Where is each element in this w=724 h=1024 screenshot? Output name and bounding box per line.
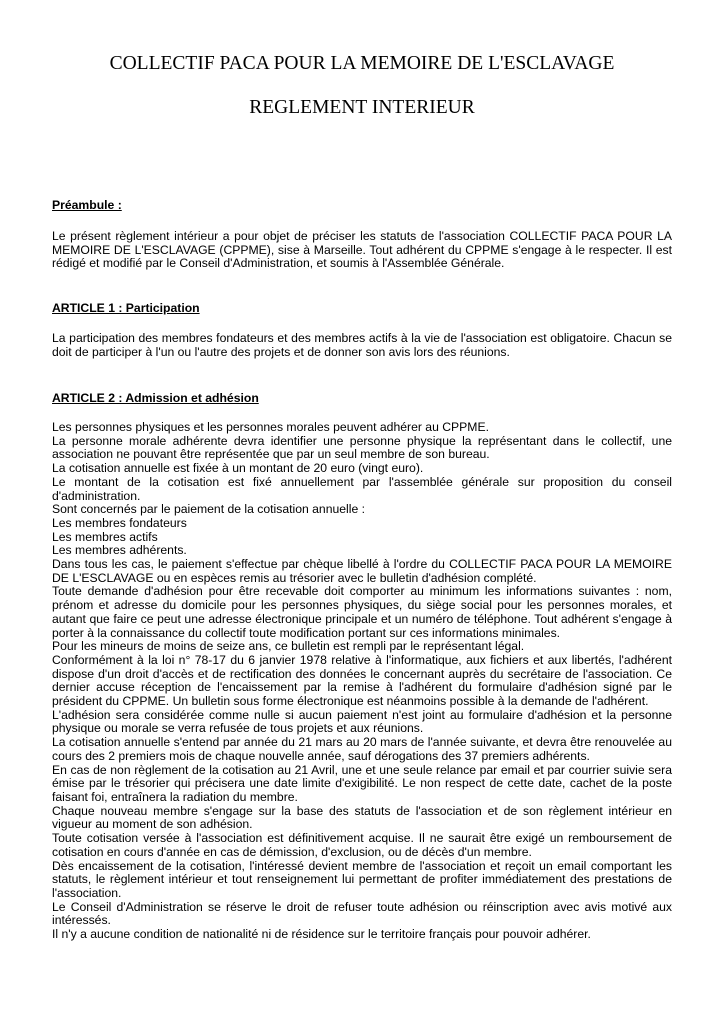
article-2-paragraph: Dans tous les cas, le paiement s'effectue par chèque libellé à l'ordre du COLLECTIF PACA POUR LA MEMOIRE DE L'ESCLAVAGE ou en espèces remis au trésorier avec le bulletin d'adhésion complété. xyxy=(52,557,672,585)
article-2-paragraph: La cotisation annuelle s'entend par année du 21 mars au 20 mars de l'année suivante, et devra être renouvelée au cours des 2 premiers mois de chaque nouvelle année, sauf dérogations des 37 premiers adhérents. xyxy=(52,735,672,763)
article-2-paragraph: En cas de non règlement de la cotisation au 21 Avril, une et une seule relance par email et par courrier suivie sera émise par le trésorier qui précisera une date limite d'exigibilité. Le non respect de cette date, cachet de la poste faisant foi, entraînera la radiation du membre. xyxy=(52,762,672,804)
document-title: COLLECTIF PACA POUR LA MEMOIRE DE L'ESCLAVAGE xyxy=(109,53,615,74)
article-2-paragraph: Toute cotisation versée à l'association est définitivement acquise. Il ne saurait être exigé un remboursement de cotisation en cours d'année en cas de démission, d'exclusion, ou de décès d'un membre. xyxy=(52,831,672,859)
preamble-heading: Préambule : xyxy=(52,198,122,212)
article-2-paragraph: La personne morale adhérente devra identifier une personne physique la représentant dans le collectif, une association ne pouvant être représentée que par un seul membre de son bureau. xyxy=(52,433,672,462)
article-2-paragraph: Pour les mineurs de moins de seize ans, ce bulletin est rempli par le représentant légal. xyxy=(52,639,525,654)
article-2-paragraph: Le Conseil d'Administration se réserve le droit de refuser toute adhésion ou réinscription avec avis motivé aux intéressés. xyxy=(52,899,672,928)
article-2-heading: ARTICLE 2 : Admission et adhésion xyxy=(52,391,259,405)
article-2-paragraph: Conformément à la loi n° 78-17 du 6 janvier 1978 relative à l'informatique, aux fichiers et aux libertés, l'adhérent dispose d'un droit d'accès et de rectification des données le concernant auprès du secrétaire de l'association. Ce dernier accuse réception de l'encaissement par la remise à l'adhérent du formulaire d'adhésion signé par le président du CPPME. Un bulletin sous forme électronique est néanmoins possible à la demande de l'adhérent. xyxy=(52,652,672,709)
article-1-text: La participation des membres fondateurs et des membres actifs à la vie de l'association est obligatoire. Chacun se doit de participer à l'un ou l'autre des projets et de donner son avis lors des réunions. xyxy=(52,331,672,359)
article-2-paragraph: Les membres adhérents. xyxy=(52,543,187,558)
article-2-paragraph: Le montant de la cotisation est fixé annuellement par l'assemblée générale sur proposition du conseil d'administration. xyxy=(52,474,672,503)
article-2-paragraph: Dès encaissement de la cotisation, l'intéressé devient membre de l'association et reçoit un email comportant les statuts, le règlement intérieur et tout renseignement lui permettant de profiter immédiatement des prestations de l'association. xyxy=(52,858,672,900)
article-2-paragraph: Les personnes physiques et les personnes morales peuvent adhérer au CPPME. xyxy=(52,420,489,434)
article-2-paragraph: Les membres actifs xyxy=(52,529,158,544)
article-2-paragraph: Toute demande d'adhésion pour être recevable doit comporter au minimum les informations suivantes : nom, prénom et adresse du domicile pour les personnes physiques, du siège social pour les personnes morales, et autant que faire ce peut une adresse électronique principale et un numéro de téléphone. Tout adhérent s'engage à porter à la connaissance du collectif toute modification portant sur ces informations minimales. xyxy=(52,584,672,640)
article-2-paragraph: Il n'y a aucune condition de nationalité ni de résidence sur le territoire français pour pouvoir adhérer. xyxy=(52,927,591,942)
article-2-paragraph: Chaque nouveau membre s'engage sur la base des statuts de l'association et de son règlement intérieur en vigueur au moment de son adhésion. xyxy=(52,803,672,832)
article-1-heading: ARTICLE 1 : Participation xyxy=(52,301,200,315)
document-subtitle: REGLEMENT INTERIEUR xyxy=(249,97,475,118)
preamble-text: Le présent règlement intérieur a pour objet de préciser les statuts de l'association COLLECTIF PACA POUR LA MEMOIRE DE L'ESCLAVAGE (CPPME), sise à Marseille. Tout adhérent du CPPME s'engage à le respecter. Il est rédigé et modifié par le Conseil d'Administration, et soumis à l'Assemblée Générale. xyxy=(52,229,672,271)
article-2-paragraph: Les membres fondateurs xyxy=(52,515,187,530)
article-2-paragraph: Sont concernés par le paiement de la cotisation annuelle : xyxy=(52,502,366,517)
article-2-body xyxy=(52,421,672,942)
article-2-paragraph: La cotisation annuelle est fixée à un montant de 20 euro (vingt euro). xyxy=(52,461,424,476)
article-2-paragraph: L'adhésion sera considérée comme nulle si aucun paiement n'est joint au formulaire d'adhésion et la personne physique ou morale se verra refusée de tous projets et aux réunions. xyxy=(52,707,672,736)
